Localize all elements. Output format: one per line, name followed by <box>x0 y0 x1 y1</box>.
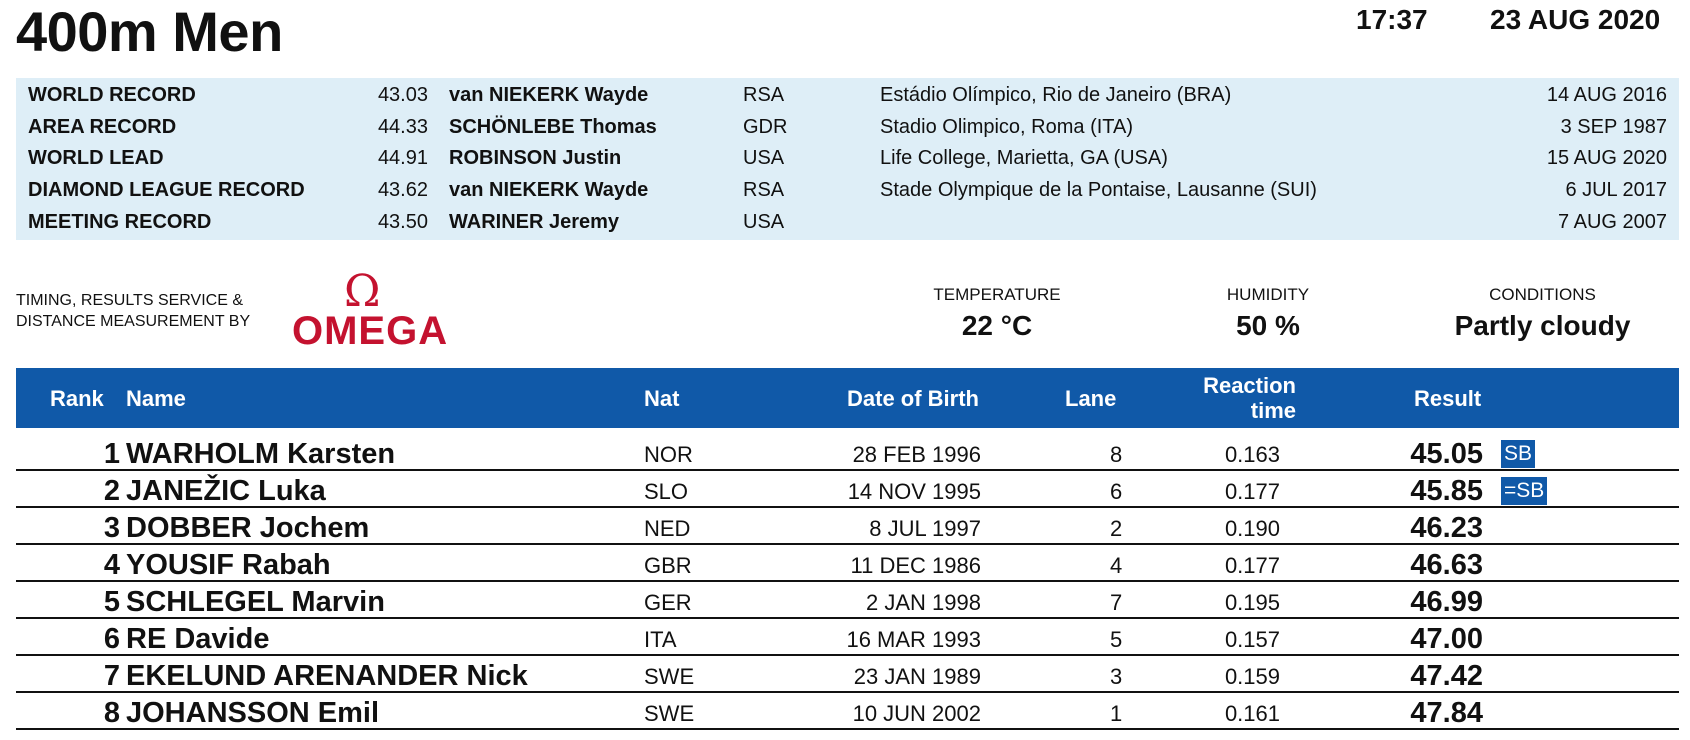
conditions-label: CONDITIONS <box>1489 285 1596 304</box>
record-holder: SCHÖNLEBE Thomas <box>449 116 657 138</box>
cell-reaction: 0.157 <box>1224 627 1280 652</box>
record-nat: RSA <box>743 84 785 106</box>
table-row <box>16 545 1679 582</box>
column-header-rank: Rank <box>50 386 104 411</box>
omega-wordmark: OMEGA <box>292 309 449 353</box>
cell-result: 45.05 <box>1410 438 1483 470</box>
timing-credit <box>16 290 250 332</box>
record-date: 3 SEP 1987 <box>1560 116 1667 138</box>
results-table-header <box>16 368 1679 428</box>
record-row <box>16 79 1679 111</box>
cell-name: SCHLEGEL Marvin <box>126 586 385 618</box>
record-holder: WARINER Jeremy <box>449 211 620 233</box>
cell-result: 46.23 <box>1410 512 1483 544</box>
record-mark: 43.62 <box>377 179 428 201</box>
cell-rank: 3 <box>103 512 120 544</box>
column-header-name: Name <box>126 386 186 411</box>
record-holder: van NIEKERK Wayde <box>449 179 649 201</box>
record-row <box>16 174 1679 206</box>
record-venue: Stade Olympique de la Pontaise, Lausanne (SUI) <box>880 179 1317 201</box>
cell-reaction: 0.159 <box>1224 664 1280 689</box>
record-mark: 43.03 <box>377 84 428 106</box>
record-venue: Life College, Marietta, GA (USA) <box>880 147 1168 169</box>
cell-name: YOUSIF Rabah <box>126 549 331 581</box>
cell-dob: 2 JAN 1998 <box>866 590 981 615</box>
record-mark: 44.91 <box>377 147 428 169</box>
cell-result: 47.00 <box>1410 623 1483 655</box>
cell-rank: 4 <box>103 549 120 581</box>
cell-lane: 5 <box>1110 627 1123 652</box>
cell-reaction: 0.177 <box>1224 553 1280 578</box>
column-header-dob: Date of Birth <box>847 386 979 411</box>
cell-dob: 28 FEB 1996 <box>852 442 981 467</box>
cell-lane: 4 <box>1110 553 1123 578</box>
cell-rank: 7 <box>103 660 120 692</box>
cell-dob: 16 MAR 1993 <box>846 627 981 652</box>
conditions-value: Partly cloudy <box>1454 310 1631 341</box>
record-label: MEETING RECORD <box>28 211 212 233</box>
cell-dob: 11 DEC 1986 <box>850 553 981 578</box>
cell-result: 46.63 <box>1410 549 1483 581</box>
cell-dob: 14 NOV 1995 <box>847 479 981 504</box>
cell-name: EKELUND ARENANDER Nick <box>126 660 528 692</box>
cell-reaction: 0.190 <box>1224 516 1280 541</box>
record-holder: van NIEKERK Wayde <box>449 84 649 106</box>
record-row <box>16 206 1679 238</box>
event-time: 17:37 <box>1356 4 1428 35</box>
column-header-nat: Nat <box>644 386 680 411</box>
humidity-label: HUMIDITY <box>1226 285 1310 304</box>
cell-name: DOBBER Jochem <box>126 512 370 544</box>
timing-credit-line: TIMING, RESULTS SERVICE & <box>16 292 244 309</box>
column-header-result: Result <box>1414 386 1482 411</box>
cell-nat: SWE <box>644 701 695 726</box>
record-label: WORLD RECORD <box>28 84 196 106</box>
cell-nat: GBR <box>644 553 692 578</box>
cell-dob: 8 JUL 1997 <box>869 516 981 541</box>
record-label: DIAMOND LEAGUE RECORD <box>28 179 305 201</box>
table-row <box>16 693 1679 730</box>
cell-name: JOHANSSON Emil <box>126 697 379 729</box>
record-date: 7 AUG 2007 <box>1558 211 1667 233</box>
cell-lane: 1 <box>1110 701 1123 726</box>
cell-dob: 23 JAN 1989 <box>853 664 981 689</box>
column-header-reaction <box>1186 373 1296 423</box>
omega-logo <box>292 266 449 353</box>
cell-nat: NED <box>644 516 691 541</box>
cell-result: 47.84 <box>1410 697 1483 729</box>
cell-rank: 8 <box>103 697 120 729</box>
cell-nat: GER <box>644 590 692 615</box>
record-label: AREA RECORD <box>28 116 177 138</box>
table-row <box>16 434 1679 471</box>
cell-rank: 2 <box>103 475 120 507</box>
record-nat: USA <box>743 147 785 169</box>
record-row <box>16 142 1679 174</box>
cell-lane: 8 <box>1110 442 1123 467</box>
record-label: WORLD LEAD <box>28 147 164 169</box>
record-date: 15 AUG 2020 <box>1546 147 1667 169</box>
cell-lane: 7 <box>1110 590 1123 615</box>
record-venue: Stadio Olimpico, Roma (ITA) <box>880 116 1134 138</box>
cell-rank: 5 <box>103 586 120 618</box>
event-date: 23 AUG 2020 <box>1490 4 1661 35</box>
cell-nat: ITA <box>644 627 677 652</box>
temperature-label: TEMPERATURE <box>933 285 1061 304</box>
cell-lane: 3 <box>1110 664 1123 689</box>
record-nat: GDR <box>743 116 788 138</box>
cell-name: RE Davide <box>126 623 270 655</box>
table-row <box>16 656 1679 693</box>
column-header-lane: Lane <box>1065 386 1117 411</box>
column-header-reaction-line2: time <box>1250 398 1296 423</box>
result-badge: SB <box>1501 440 1535 468</box>
cell-result: 47.42 <box>1410 660 1483 692</box>
cell-reaction: 0.163 <box>1224 442 1280 467</box>
cell-result: 46.99 <box>1410 586 1483 618</box>
omega-symbol-icon: Ω <box>344 266 381 317</box>
record-nat: RSA <box>743 179 785 201</box>
temperature-value: 22 °C <box>961 310 1033 341</box>
timing-credit-line: DISTANCE MEASUREMENT BY <box>16 313 251 330</box>
record-holder: ROBINSON Justin <box>449 147 622 169</box>
cell-reaction: 0.161 <box>1224 701 1280 726</box>
cell-nat: SWE <box>644 664 695 689</box>
record-date: 6 JUL 2017 <box>1565 179 1667 201</box>
result-badge: =SB <box>1501 477 1547 505</box>
table-row <box>16 619 1679 656</box>
record-mark: 44.33 <box>377 116 428 138</box>
record-mark: 43.50 <box>377 211 428 233</box>
cell-lane: 2 <box>1110 516 1123 541</box>
record-row <box>16 111 1679 143</box>
cell-reaction: 0.177 <box>1224 479 1280 504</box>
records-panel <box>16 78 1679 240</box>
cell-result: 45.85 <box>1410 475 1483 507</box>
humidity-value: 50 % <box>1236 310 1300 341</box>
cell-rank: 1 <box>103 438 120 470</box>
cell-dob: 10 JUN 2002 <box>852 701 981 726</box>
cell-rank: 6 <box>103 623 120 655</box>
column-header-reaction-line1: Reaction <box>1203 373 1296 398</box>
page-title: 400m Men <box>16 0 283 63</box>
table-row <box>16 508 1679 545</box>
record-nat: USA <box>743 211 785 233</box>
record-date: 14 AUG 2016 <box>1546 84 1667 106</box>
table-row <box>16 582 1679 619</box>
record-venue: Estádio Olímpico, Rio de Janeiro (BRA) <box>880 84 1232 106</box>
cell-name: WARHOLM Karsten <box>126 438 396 470</box>
cell-nat: SLO <box>644 479 689 504</box>
cell-reaction: 0.195 <box>1224 590 1280 615</box>
cell-name: JANEŽIC Luka <box>126 475 326 507</box>
cell-lane: 6 <box>1110 479 1123 504</box>
table-row <box>16 471 1679 508</box>
cell-nat: NOR <box>644 442 693 467</box>
